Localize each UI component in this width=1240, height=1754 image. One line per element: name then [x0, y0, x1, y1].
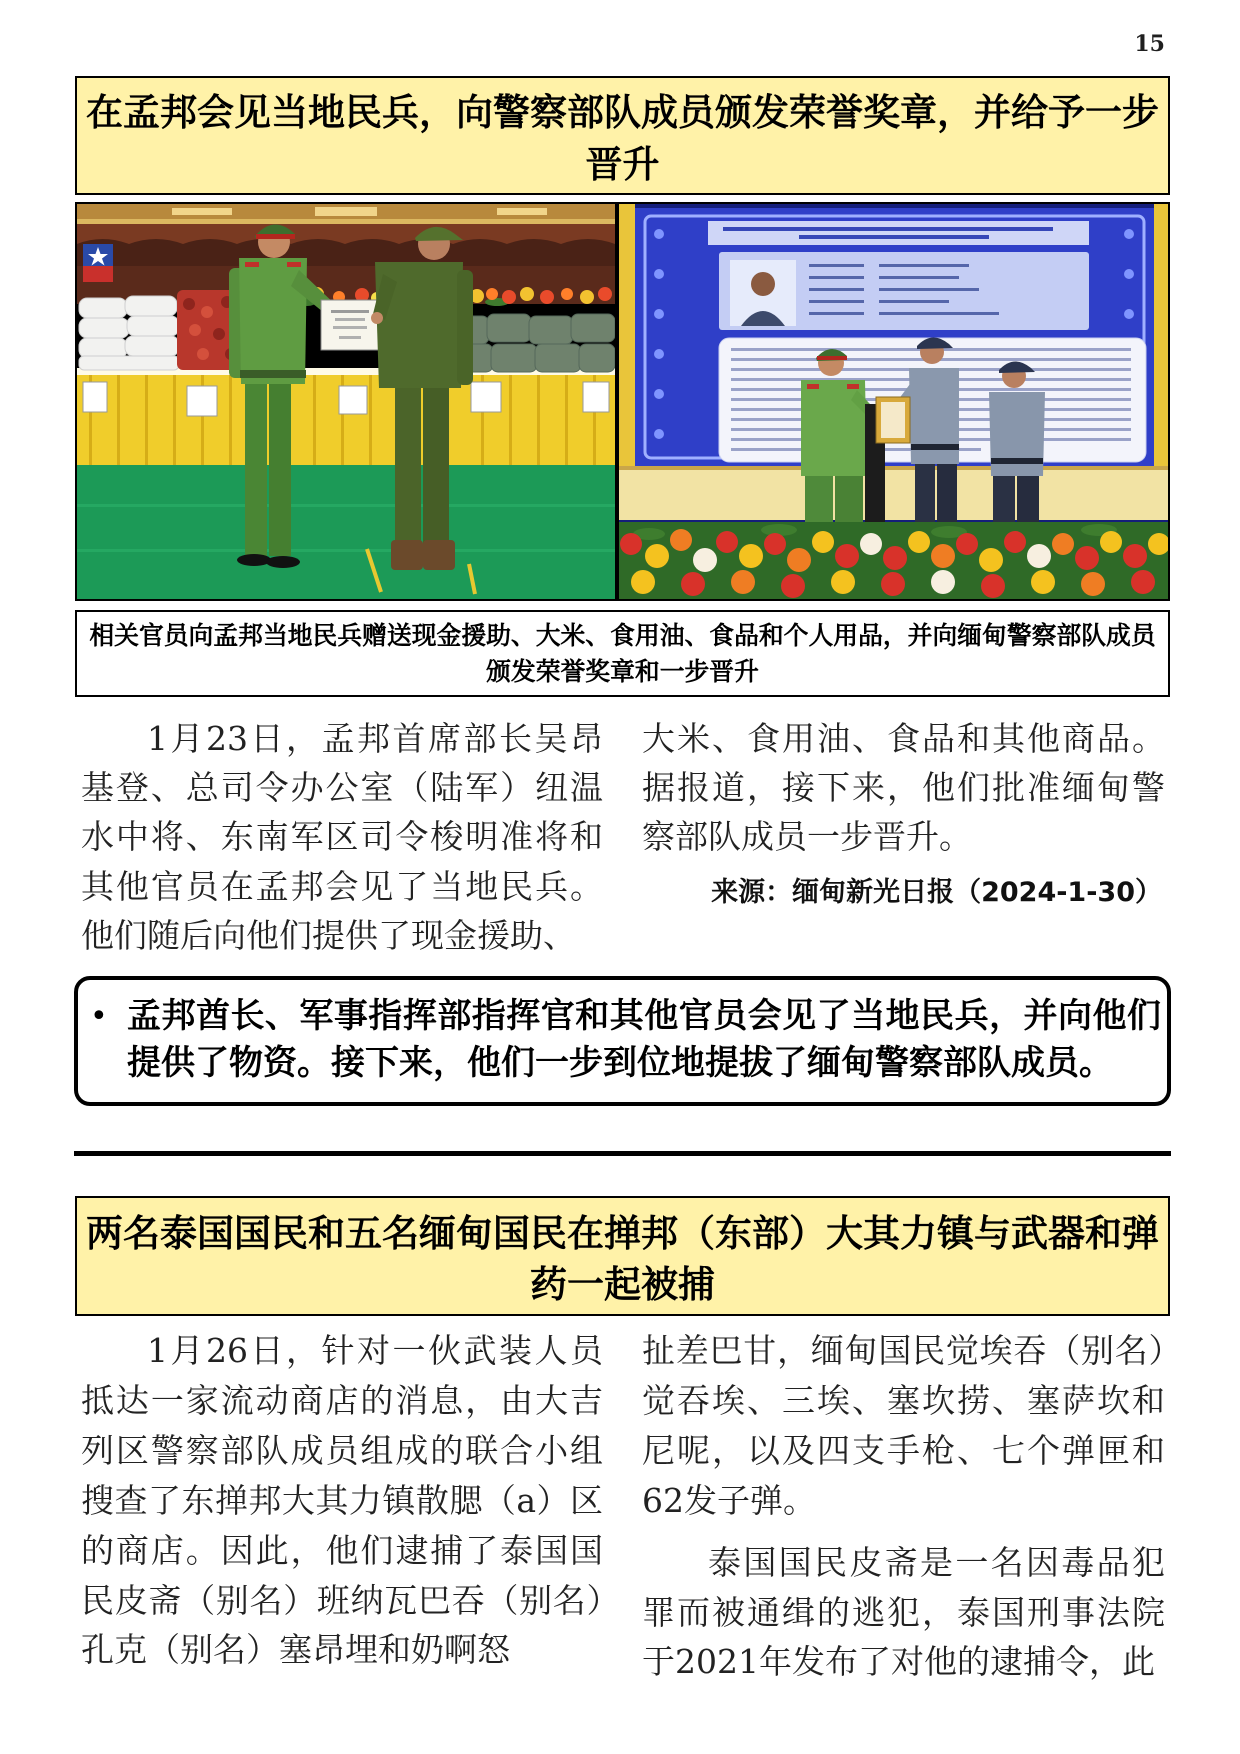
rice-bags	[79, 296, 179, 370]
stage-backdrop	[77, 204, 615, 304]
article-1-body-right: 大米、食用油、食品和其他商品。据报道，接下来，他们批准缅甸警察部队成员一步晋升。	[642, 719, 1165, 857]
photo-right	[619, 204, 1168, 599]
photo-left	[77, 204, 615, 599]
table-sign	[339, 386, 367, 414]
article-2-paragraph-2: 泰国国民皮斋是一名因毒品犯罪而被通缉的逃犯，泰国刑事法院于2021年发布了对他的逮捕令，此	[642, 1542, 1165, 1682]
article-2-body-left: 1月26日，针对一伙武装人员抵达一家流动商店的消息，由大吉列区警察部队成员组成的联合小组搜查了东掸邦大其力镇散腮（a）区的商店。因此，他们逮捕了泰国国民皮斋（别名）班纳瓦巴吞（别名）孔克（别名）塞昂埋和奶啊怒	[81, 1331, 603, 1670]
article-2-body-right	[642, 1326, 1165, 1706]
certificate-frame	[876, 397, 910, 443]
bullet-icon: •	[90, 999, 108, 1034]
photo-caption: 相关官员向孟邦当地民兵赠送现金援助、大米、食用油、食品和个人用品，并向缅甸警察部队成员颁发荣誉奖章和一步晋升	[75, 610, 1170, 697]
article-2-title: 两名泰国国民和五名缅甸国民在掸邦（东部）大其力镇与武器和弹药一起被捕	[75, 1196, 1170, 1316]
article-1-source: 来源：缅甸新光日报（2024-1-30）	[711, 877, 1162, 908]
stage	[619, 466, 1168, 520]
section-divider	[74, 1151, 1171, 1156]
screen-info-panel	[719, 252, 1089, 330]
table-sign	[471, 382, 501, 412]
table-skirt	[77, 368, 615, 465]
page-number: 15	[1134, 31, 1165, 57]
certificate	[321, 300, 379, 350]
article-2-paragraph-1-cont: 扯差巴甘，缅甸国民觉埃吞（别名）觉吞埃、三埃、塞坎捞、塞萨坎和尼呢，以及四支手枪、七个弹匣和62发子弹。	[642, 1331, 1165, 1520]
portrait	[751, 272, 775, 296]
article-1-body-left: 1月23日，孟邦首席部长吴昂基登、总司令办公室（陆军）纽温水中将、东南军区司令梭明准将和其他官员在孟邦会见了当地民兵。他们随后向他们提供了现金援助、	[81, 719, 603, 955]
screen-header-band	[708, 221, 1089, 245]
flag-icon	[83, 244, 113, 282]
table-sign	[83, 382, 107, 412]
summary-text: 孟邦酋长、军事指挥部指挥官和其他官员会见了当地民兵，并向他们提供了物资。接下来，他们一步到位地提拔了缅甸警察部队成员。	[127, 996, 1161, 1083]
table-sign	[187, 386, 217, 416]
table-sign	[583, 382, 609, 412]
summary-box	[74, 976, 1171, 1106]
photo-strip	[75, 202, 1170, 601]
article-1-title: 在孟邦会见当地民兵，向警察部队成员颁发荣誉奖章，并给予一步晋升	[75, 76, 1170, 195]
floor	[77, 465, 615, 599]
flower-bed	[619, 522, 1168, 599]
